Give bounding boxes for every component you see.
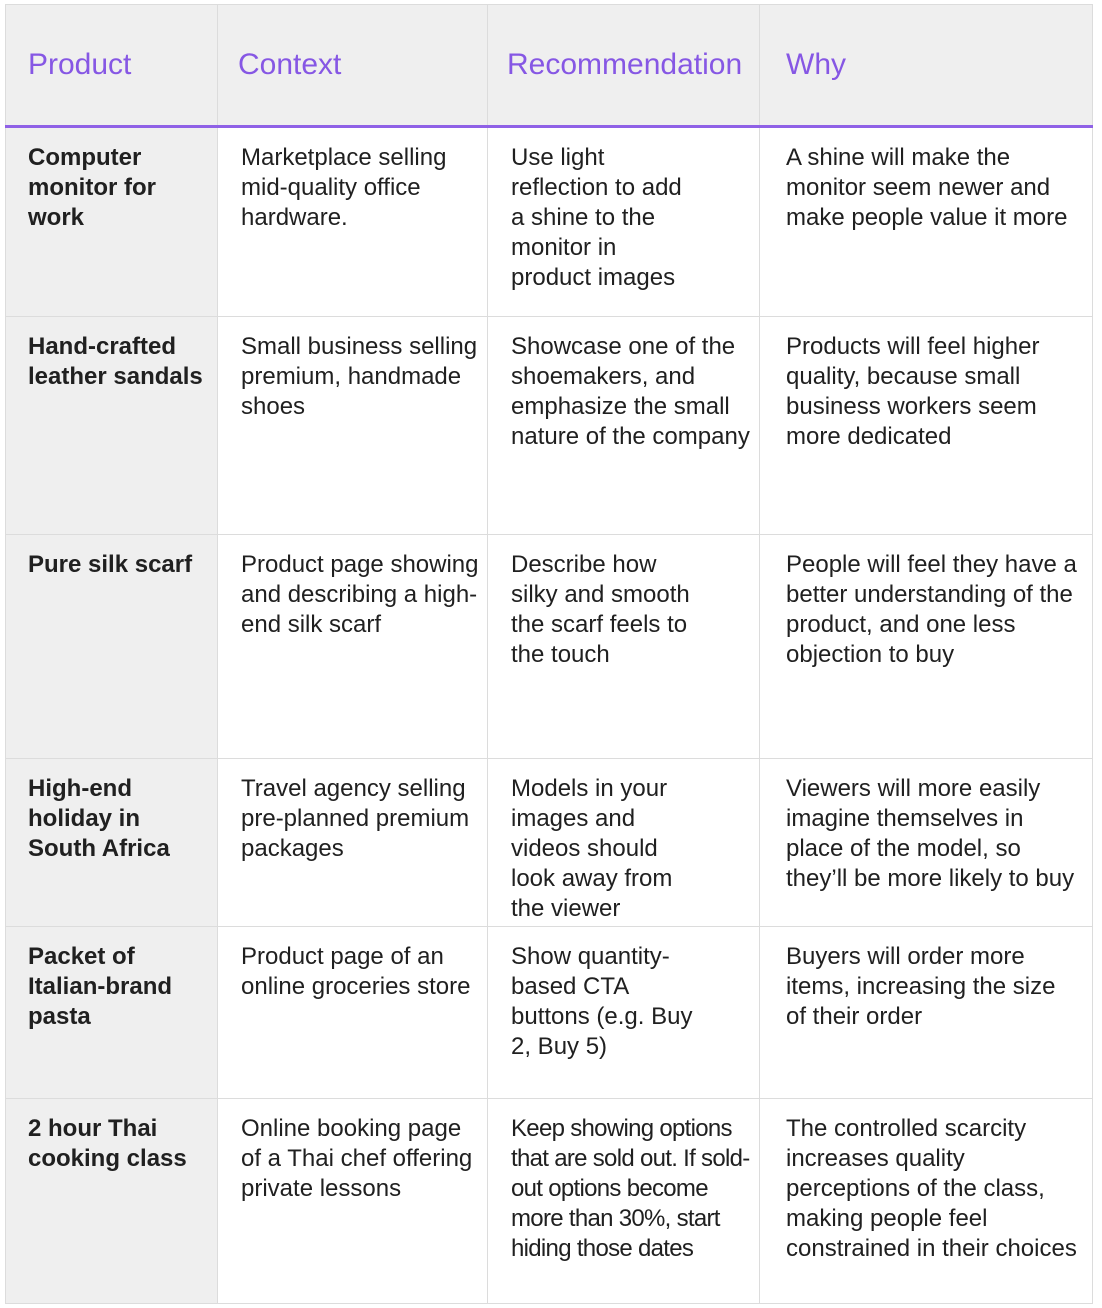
context-cell: Travel agency selling pre-planned premium packages: [218, 759, 488, 927]
header-recommendation-label: Recommendation: [507, 48, 743, 81]
recommendation-cell: Describe how silky and smooth the scarf feels to the touch: [488, 535, 760, 759]
context-cell: Product page showing and describing a high-end silk scarf: [218, 535, 488, 759]
why-cell: Viewers will more easily imagine themselves in place of the model, so they’ll be more likely to buy: [760, 759, 1093, 927]
why-cell: Buyers will order more items, increasing the size of their order: [760, 927, 1093, 1099]
header-product: [6, 5, 218, 127]
table-header: [6, 5, 1093, 127]
header-row: [6, 5, 1093, 127]
product-cell: Packet of Italian-brand pasta: [6, 927, 218, 1099]
recommendations-table: [5, 4, 1093, 1304]
why-cell: The controlled scarcity increases quality perceptions of the class, making people feel constrained in their choices: [760, 1099, 1093, 1304]
why-cell: Products will feel higher quality, because small business workers seem more dedicated: [760, 317, 1093, 535]
header-context: [218, 5, 488, 127]
product-cell: Computer monitor for work: [6, 127, 218, 317]
header-context-label: Context: [238, 48, 342, 81]
context-cell: Online booking page of a Thai chef offering private lessons: [218, 1099, 488, 1304]
table-row: [6, 127, 1093, 317]
recommendation-cell: Show quantity-based CTA buttons (e.g. Buy 2, Buy 5): [488, 927, 760, 1099]
table-row: [6, 759, 1093, 927]
product-cell: Pure silk scarf: [6, 535, 218, 759]
table-row: [6, 535, 1093, 759]
product-cell: High-end holiday in South Africa: [6, 759, 218, 927]
product-cell: 2 hour Thai cooking class: [6, 1099, 218, 1304]
table-body: [6, 127, 1093, 1304]
header-why-label: Why: [786, 48, 846, 81]
product-cell: Hand-crafted leather sandals: [6, 317, 218, 535]
header-recommendation: [488, 5, 760, 127]
recommendation-cell: Models in your images and videos should look away from the viewer: [488, 759, 760, 927]
header-product-label: Product: [28, 48, 132, 81]
table-row: [6, 317, 1093, 535]
recommendation-cell: Showcase one of the shoemakers, and emphasize the small nature of the company: [488, 317, 760, 535]
context-cell: Product page of an online groceries store: [218, 927, 488, 1099]
context-cell: Marketplace selling mid-quality office hardware.: [218, 127, 488, 317]
why-cell: People will feel they have a better understanding of the product, and one less objection to buy: [760, 535, 1093, 759]
table-row: [6, 927, 1093, 1099]
why-cell: A shine will make the monitor seem newer and make people value it more: [760, 127, 1093, 317]
recommendation-cell: Keep showing options that are sold out. If sold-out options become more than 30%, start hiding those dates: [488, 1099, 760, 1304]
recommendation-cell: Use light reflection to add a shine to the monitor in product images: [488, 127, 760, 317]
table-row: [6, 1099, 1093, 1304]
context-cell: Small business selling premium, handmade shoes: [218, 317, 488, 535]
header-why: [760, 5, 1093, 127]
